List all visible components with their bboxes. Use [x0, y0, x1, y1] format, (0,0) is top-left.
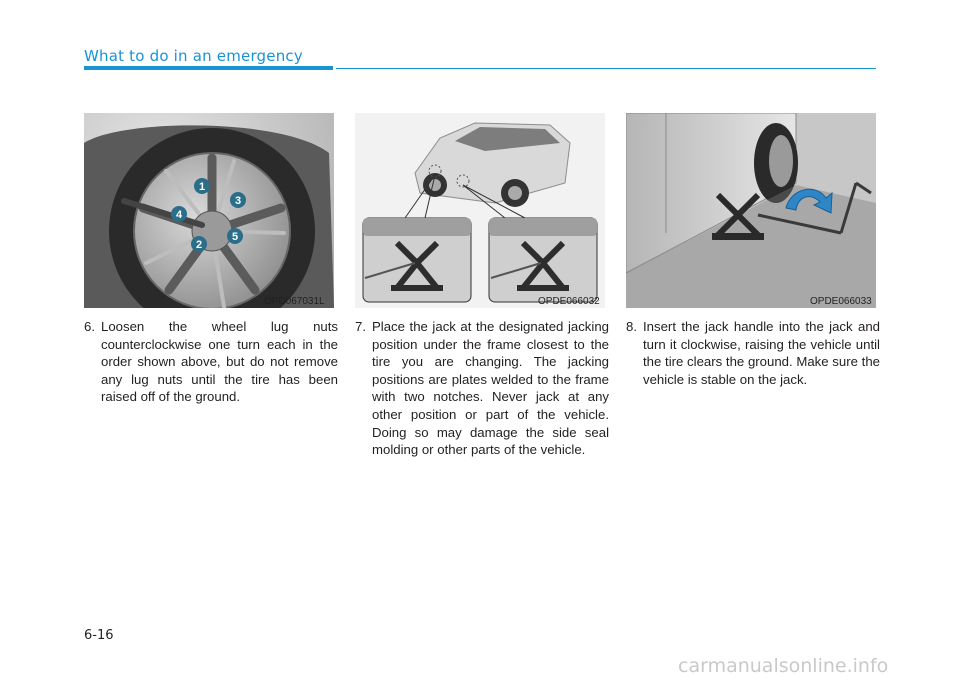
jack-detail-left — [363, 218, 471, 302]
header-rule-thin — [336, 68, 876, 69]
step-text: Insert the jack handle into the jack and turn it clockwise, raising the vehicle until the tire clears the ground. Make sure the vehicle is stable on the jack. — [643, 319, 880, 387]
callout-3: 3 — [234, 195, 242, 207]
callout-2: 2 — [195, 239, 203, 251]
step-number: 8. — [626, 319, 637, 334]
step-number: 7. — [355, 319, 366, 334]
step-7 — [355, 318, 609, 459]
header-rule-thick — [84, 66, 333, 70]
figure-code-3: OPDE066033 — [810, 296, 872, 307]
page-number: 6-16 — [84, 628, 114, 643]
figure-wheel-lug-nuts — [84, 113, 334, 308]
figure-jack-handle — [626, 113, 876, 308]
callout-5: 5 — [231, 231, 239, 243]
step-number: 6. — [84, 319, 95, 334]
figure-jacking-positions — [355, 113, 605, 308]
section-title: What to do in an emergency — [84, 47, 303, 65]
callout-4: 4 — [175, 209, 183, 221]
step-6 — [84, 318, 338, 406]
step-8 — [626, 318, 880, 388]
watermark: carmanualsonline.info — [678, 655, 889, 677]
callout-1: 1 — [198, 181, 206, 193]
step-text: Place the jack at the designated jacking position under the frame closest to the tire you are changing. The jacking positions are plates welded to the frame with two notches. Never jack at any other position or part of the vehicle. Doing so may damage the side seal molding or other parts of the vehicle. — [372, 319, 609, 458]
step-text: Loosen the wheel lug nuts counterclockwise one turn each in the order shown above, but do not remove any lug nuts until the tire has been raised off of the ground. — [101, 319, 338, 405]
jack-detail-right — [489, 218, 597, 302]
figure-code-1: OPD067031L — [264, 296, 325, 307]
figure-code-2: OPDE066032 — [538, 296, 600, 307]
